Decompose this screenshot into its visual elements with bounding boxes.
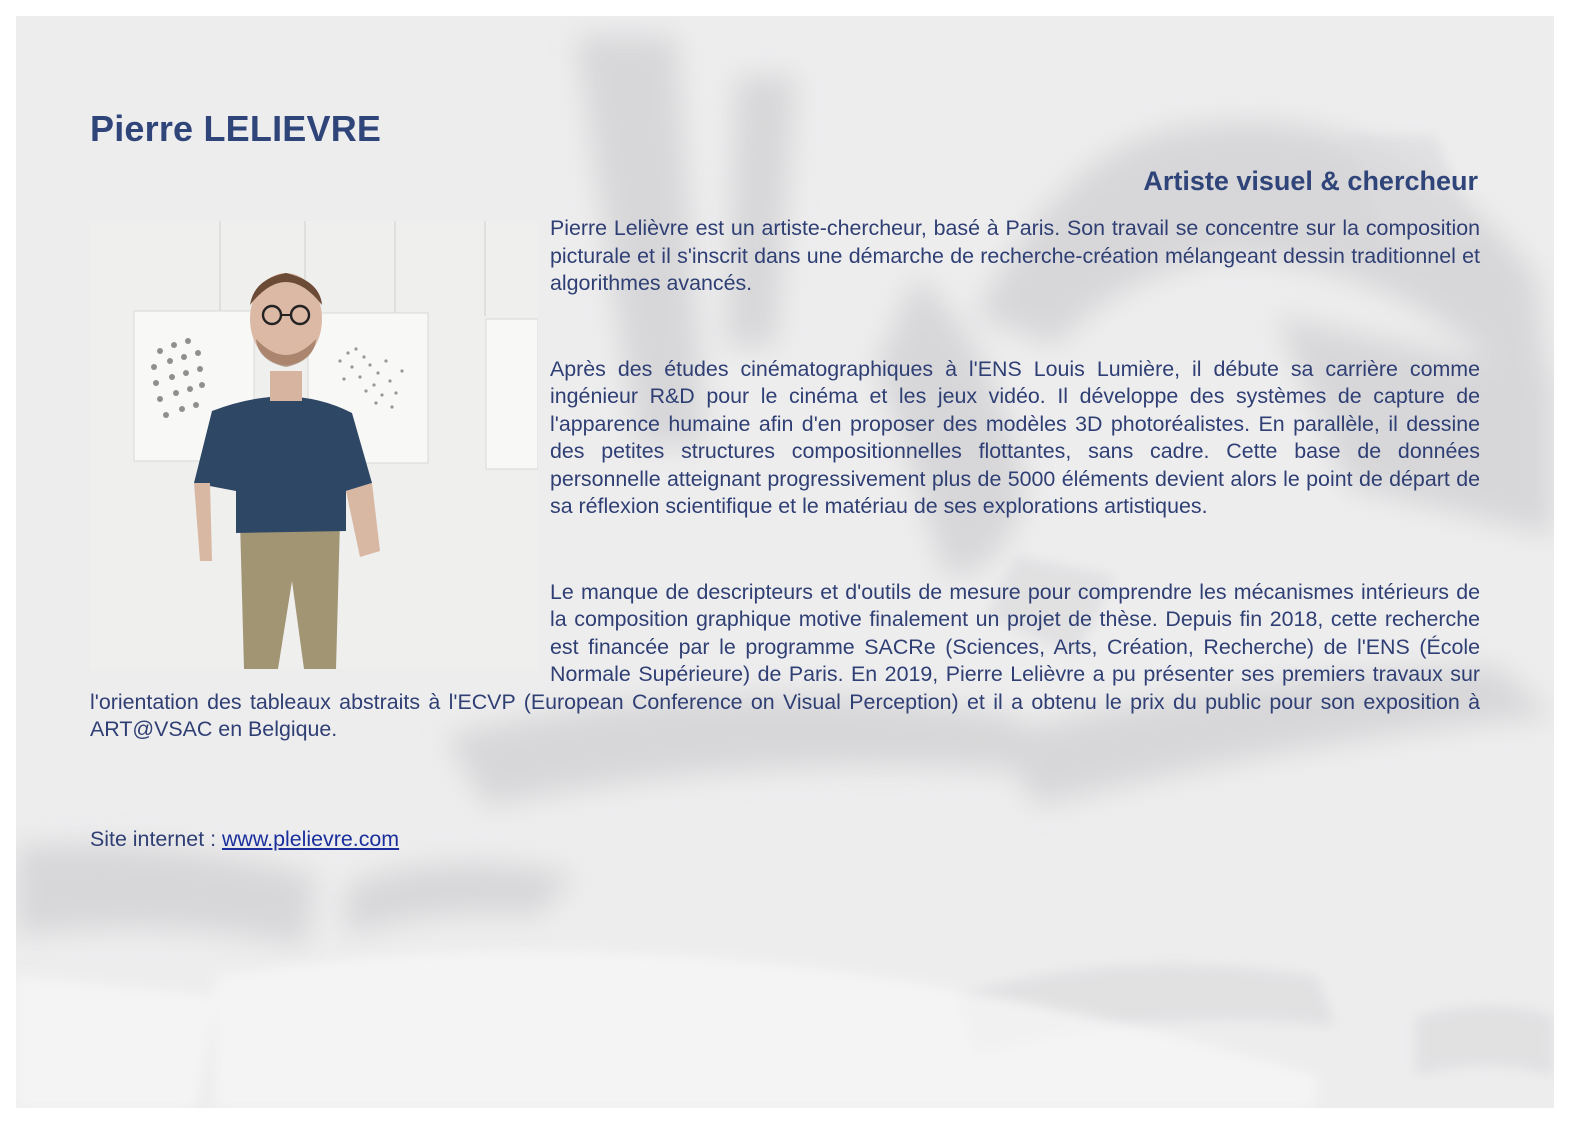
bio-paragraph-3: Le manque de descripteurs et d'outils de mesure pour comprendre les mécanismes intérieurs de la composition graphique motive finalement un projet de thèse. Depuis fin 2018, cette recherche est financée par le programme SACRe (Sciences, Arts, Création, Recherche) de l'ENS (École Normale Supérieure) de Paris. En 2019, Pierre Lelièvre a pu présenter ses premiers travaux sur l'orientation des tableaux abstraits à l'ECVP (European Conference on Visual Perception) et il a obtenu le prix du public pour son exposition à ART@VSAC en Belgique.: [90, 579, 1480, 741]
page-subtitle: Artiste visuel & chercheur: [1143, 166, 1478, 196]
bio-paragraph-1: Pierre Lelièvre est un artiste-chercheur, basé à Paris. Son travail se concentre sur la composition picturale et il s'inscrit dans une démarche de recherche-création mélangeant dessin traditionnel et algorithmes avancés.: [550, 216, 1480, 295]
website-line: [90, 827, 399, 852]
website-link[interactable]: www.plelievre.com: [221, 827, 400, 851]
content-area: [90, 16, 1480, 1108]
portrait-photo: [90, 221, 538, 669]
bio-paragraph-2: Après des études cinématographiques à l'ENS Louis Lumière, il débute sa carrière comme ingénieur R&D pour le cinéma et les jeux vidéo. Il développe des systèmes de capture de l'apparence humaine afin d'en proposer des modèles 3D photoréalistes. En parallèle, il dessine des petites structures compositionnelles flottantes, sans cadre. Cette base de données personnelle atteignant progressivement plus de 5000 éléments devient alors le point de départ de sa réflexion scientifique et le matériau de ses explorations artistiques.: [550, 356, 1480, 518]
page-title: Pierre LELIEVRE: [90, 108, 382, 149]
document-page: [16, 16, 1554, 1108]
biography: [90, 215, 1480, 802]
website-label: Site internet :: [90, 827, 222, 851]
